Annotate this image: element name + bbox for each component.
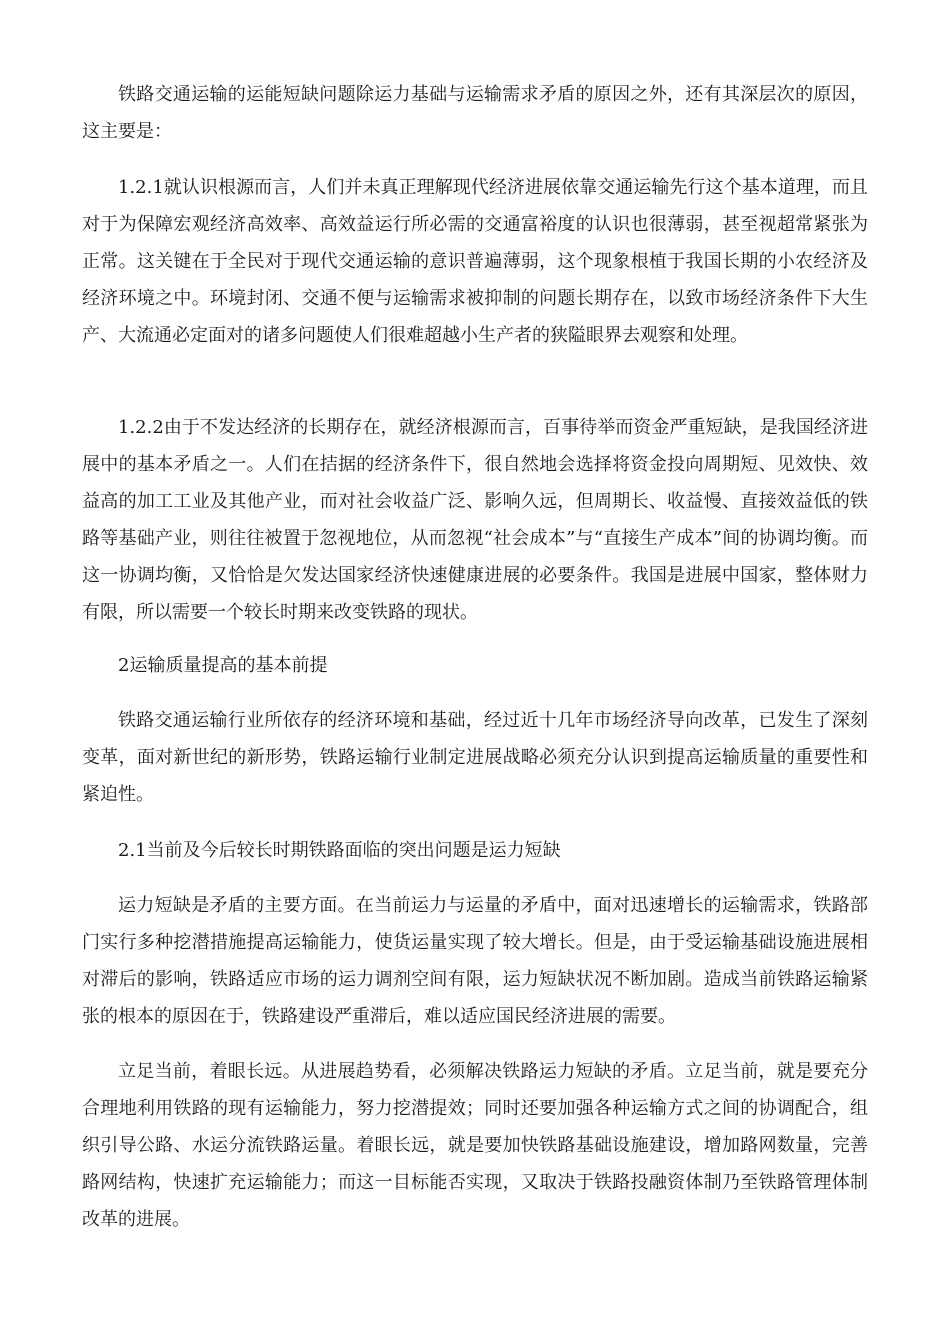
paragraph-section-2-intro: 铁路交通运输行业所依存的经济环境和基础，经过近十几年市场经济导向改革，已发生了深刻变革，面对新世纪的新形势，铁路运输行业制定进展战略必须充分认识到提高运输质量的重要性和紧迫性。 — [82, 710, 868, 805]
paragraph-1-2-2: 1.2.2由于不发达经济的长期存在，就经济根源而言，百事待举而资金严重短缺，是我国经济进展中的基本矛盾之一。人们在拮据的经济条件下，很自然地会选择将资金投向周期短、见效快、效益高的加工工业及其他产业，而对社会收益广泛、影响久远，但周期长、收益慢、直接效益低的铁路等基础产业，则往往被置于忽视地位，从而忽视“社会成本”与“直接生产成本”间的协调均衡。而这一协调均衡，又恰恰是欠发达国家经济快速健康进展的必要条件。我国是进展中国家，整体财力有限，所以需要一个较长时期来改变铁路的现状。 — [82, 417, 868, 623]
subsection-heading-2-1: 2.1当前及今后较长时期铁路面临的突出问题是运力短缺 — [118, 840, 561, 861]
paragraph-long-term-view: 立足当前，着眼长远。从进展趋势看，必须解决铁路运力短缺的矛盾。立足当前，就是要充分合理地利用铁路的现有运输能力，努力挖潜提效；同时还要加强各种运输方式之间的协调配合，组织引导公路、水运分流铁路运量。着眼长远，就是要加快铁路基础设施建设，增加路网数量，完善路网结构，快速扩充运输能力；而这一目标能否实现，又取决于铁路投融资体制乃至铁路管理体制改革的进展。 — [82, 1061, 868, 1230]
paragraph-1-2-1: 1.2.1就认识根源而言，人们并未真正理解现代经济进展依靠交通运输先行这个基本道理，而且对于为保障宏观经济高效率、高效益运行所必需的交通富裕度的认识也很薄弱，甚至视超常紧张为正常。这关键在于全民对于现代交通运输的意识普遍薄弱，这个现象根植于我国长期的小农经济及经济环境之中。环境封闭、交通不便与运输需求被抑制的问题长期存在，以致市场经济条件下大生产、大流通必定面对的诸多问题使人们很难超越小生产者的狭隘眼界去观察和处理。 — [82, 177, 868, 346]
paragraph-capacity-shortage: 运力短缺是矛盾的主要方面。在当前运力与运量的矛盾中，面对迅速增长的运输需求，铁路部门实行多种挖潜措施提高运输能力，使货运量实现了较大增长。但是，由于受运输基础设施进展相对滞后的影响，铁路适应市场的运力调剂空间有限，运力短缺状况不断加剧。造成当前铁路运输紧张的根本的原因在于，铁路建设严重滞后，难以适应国民经济进展的需要。 — [82, 895, 868, 1027]
section-heading-2: 2运输质量提高的基本前提 — [118, 655, 328, 676]
paragraph-intro: 铁路交通运输的运能短缺问题除运力基础与运输需求矛盾的原因之外，还有其深层次的原因，这主要是： — [82, 84, 868, 142]
